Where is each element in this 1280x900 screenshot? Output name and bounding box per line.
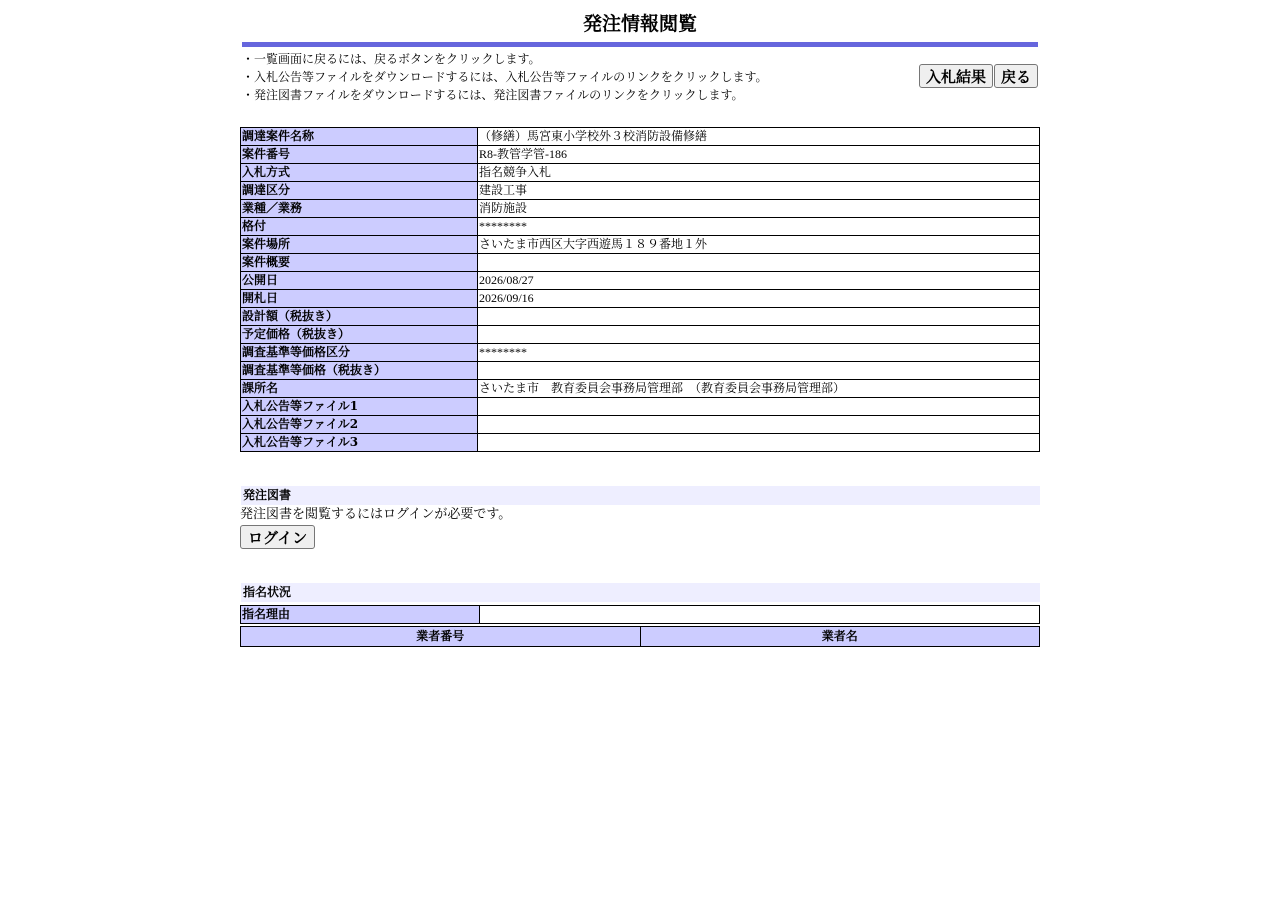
- back-button[interactable]: 戻る: [994, 64, 1038, 88]
- detail-value: 建設工事: [478, 182, 1040, 200]
- detail-label: 開札日: [241, 290, 478, 308]
- details-table: [240, 127, 1040, 452]
- page-title: 発注情報閲覧: [582, 13, 697, 35]
- detail-label: 格付: [241, 218, 478, 236]
- detail-value: さいたま市 教育委員会事務局管理部 （教育委員会事務局管理部）: [478, 380, 1040, 398]
- detail-value: ********: [478, 344, 1040, 362]
- detail-label: 入札方式: [241, 164, 478, 182]
- detail-value: [478, 362, 1040, 380]
- table-row: [241, 416, 1040, 434]
- detail-value: [478, 326, 1040, 344]
- login-button[interactable]: ログイン: [240, 525, 315, 549]
- nomination-reason-label: 指名理由: [241, 606, 480, 624]
- login-required-message: 発注図書を閲覧するにはログインが必要です。: [240, 507, 512, 522]
- instruction-order-docs: ・発注図書ファイルをダウンロードするには、発注図書ファイルのリンクをクリックします。: [242, 88, 744, 102]
- table-row: [241, 308, 1040, 326]
- detail-value: R8-教管学管-186: [478, 146, 1040, 164]
- bid-result-button[interactable]: 入札結果: [919, 64, 993, 88]
- action-buttons: [918, 64, 1038, 88]
- table-row: [241, 434, 1040, 452]
- table-row: [241, 200, 1040, 218]
- detail-value: 指名競争入札: [478, 164, 1040, 182]
- detail-label: 案件概要: [241, 254, 478, 272]
- detail-label: 課所名: [241, 380, 478, 398]
- table-row: [241, 380, 1040, 398]
- table-header-row: [241, 627, 1040, 647]
- detail-label: 入札公告等ファイル1: [241, 398, 478, 416]
- table-row: [241, 272, 1040, 290]
- table-row: [241, 326, 1040, 344]
- detail-label: 入札公告等ファイル2: [241, 416, 478, 434]
- detail-value: 消防施設: [478, 200, 1040, 218]
- detail-label: 調達案件名称: [241, 128, 478, 146]
- detail-value: [478, 434, 1040, 452]
- detail-value: [478, 254, 1040, 272]
- nomination-reason-table: [240, 605, 1040, 624]
- instruction-back: ・一覧画面に戻るには、戻るボタンをクリックします。: [242, 52, 541, 66]
- table-row: [241, 164, 1040, 182]
- detail-label: 調査基準等価格区分: [241, 344, 478, 362]
- detail-label: 調達区分: [241, 182, 478, 200]
- detail-value: 2026/09/16: [478, 290, 1040, 308]
- title-divider: [242, 42, 1038, 47]
- table-row: [241, 218, 1040, 236]
- nomination-heading: 指名状況: [241, 583, 1040, 602]
- detail-label: 案件場所: [241, 236, 478, 254]
- table-row: [241, 290, 1040, 308]
- column-contractor-name: 業者名: [640, 627, 1040, 647]
- detail-value: [478, 398, 1040, 416]
- detail-label: 予定価格（税抜き）: [241, 326, 478, 344]
- detail-value: [478, 308, 1040, 326]
- table-row: [241, 254, 1040, 272]
- column-contractor-number: 業者番号: [241, 627, 641, 647]
- table-row: [241, 362, 1040, 380]
- detail-label: 公開日: [241, 272, 478, 290]
- detail-label: 案件番号: [241, 146, 478, 164]
- table-row: [241, 344, 1040, 362]
- detail-label: 業種／業務: [241, 200, 478, 218]
- detail-value: ********: [478, 218, 1040, 236]
- detail-value: 2026/08/27: [478, 272, 1040, 290]
- table-row: [241, 398, 1040, 416]
- instructions: [242, 50, 1038, 108]
- nomination-reason-value: [480, 606, 1040, 624]
- detail-value: さいたま市西区大字西遊馬１８９番地１外: [478, 236, 1040, 254]
- table-row: [241, 182, 1040, 200]
- detail-value: [478, 416, 1040, 434]
- detail-label: 入札公告等ファイル3: [241, 434, 478, 452]
- detail-value: （修繕）馬宮東小学校外３校消防設備修繕: [478, 128, 1040, 146]
- documents-heading: 発注図書: [241, 486, 1040, 505]
- table-row: [241, 606, 1040, 624]
- page-container: [240, 0, 1040, 647]
- contractor-table: [240, 626, 1040, 647]
- detail-label: 調査基準等価格（税抜き）: [241, 362, 478, 380]
- instruction-bid-files: ・入札公告等ファイルをダウンロードするには、入札公告等ファイルのリンクをクリックします。: [242, 70, 768, 84]
- detail-label: 設計額（税抜き）: [241, 308, 478, 326]
- table-row: [241, 128, 1040, 146]
- table-row: [241, 146, 1040, 164]
- table-row: [241, 236, 1040, 254]
